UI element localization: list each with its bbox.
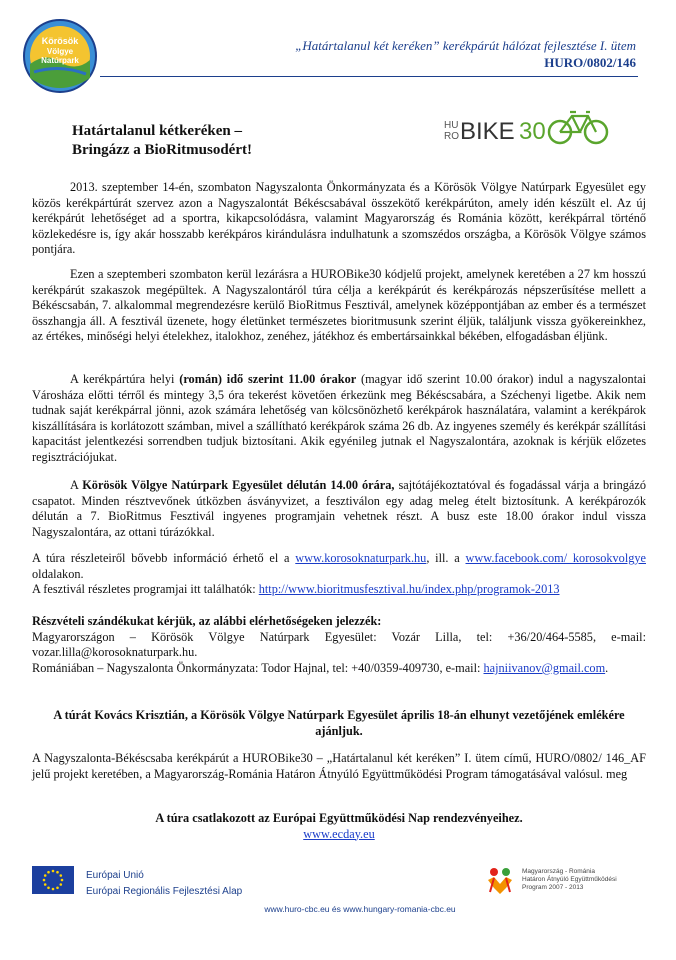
hurobike30-logo <box>442 106 612 150</box>
svg-text:RO: RO <box>444 131 459 142</box>
paragraph-project: Ezen a szeptemberi szombaton kerül lezárásra a HUROBike30 kódjelű projekt, amelynek keretében a 27 km hosszú kerékpárút szakaszok megépültek. A Nagyszalontáról túra célja a kerékpárút és kerékpározás népszerűsítése mellett a Békéscsabán, 7. alkalommal megrendezésre kerülő BioRitmus Fesztivál, amelynek középpontjában az ember és a természet összhangja áll. A fesztivál üzenete, hogy életünket természetes bioritmusunk szerint éljük, találjunk vissza gyökereinkhez, az értékes, minőségi helyi ételekhez, italokhoz, zenéhez, játékhoz és embertársainkkal békében, elfogadásban éljünk. <box>32 267 646 344</box>
ecday-link[interactable]: www.ecday.eu <box>303 826 375 841</box>
paragraph-info: A túra részleteiről bővebb információ érhető el a www.korosoknaturpark.hu, ill. a www.facebook.com/ korosokvolgye oldalakon. A fesztivál részletes programjai itt találhatók: http://www.bioritmusfesztival.hu/index.php/programok-2013 <box>32 551 646 597</box>
email-link-romania[interactable]: hajniivanov@gmail.com <box>483 660 606 675</box>
paragraph-intro: 2013. szeptember 14-én, szombaton Nagyszalonta Önkormányzata és a Körösök Völgye Natúrpark Egyesület egy közös kerékpártúrát szervez azon a Nagyszalontát Békéscsabával összekötő kerékpárúton, amely idén készült el. Az új kerékpárút lehetőséget ad a sportra, kikapcsolódásra, valamint Magyarország és Románia között, kerékpárral történő közlekedésre is, így akár hosszabb kerékpáros kirándulásra indulhatunk a szomszédos országba, a Körösök Völgye számos pontjára. <box>32 180 646 257</box>
header-project-code: HURO/0802/146 <box>544 55 636 70</box>
contact-hungary: Magyarországon – Körösök Völgye Natúrpark Egyesület: Vozár Lilla, tel: +36/20/464-5585, e-mail: vozar.lilla@korosoknaturpark.hu. <box>32 629 646 660</box>
header-divider <box>100 76 638 77</box>
start-time: (román) idő szerint 11.00 órakor <box>179 372 357 386</box>
naturpark-link[interactable]: www.korosoknaturpark.hu <box>295 551 427 565</box>
erdf-label: Európai Regionális Fejlesztési Alap <box>86 886 243 897</box>
svg-text:Völgye: Völgye <box>46 47 74 56</box>
headline <box>72 122 252 160</box>
svg-text:Natúrpark: Natúrpark <box>41 56 79 65</box>
reception-time: Körösök Völgye Natúrpark Egyesület délután 14.00 órára, <box>82 478 395 492</box>
svg-text:Körösök: Körösök <box>41 36 79 46</box>
dedication: A túrát Kovács Krisztián, a Körösök Völgye Natúrpark Egyesület április 18-án elhunyt vezetőjének emlékére ajánljuk. <box>53 708 625 738</box>
program-logo-icon <box>486 866 514 896</box>
paragraph-funding: A Nagyszalonta-Békéscsaba kerékpárút a HUROBike30 – „Határtalanul két keréken” I. ütem című, HURO/0802/ 146_AF jelű projekt keretében, a Magyarország-Románia Határon Átnyúló Együttműködési Program támogatásával valósul. meg <box>32 751 646 781</box>
eu-flag-icon <box>32 866 74 894</box>
paragraph-reception: A Körösök Völgye Natúrpark Egyesület délután 14.00 órára, sajtótájékoztatóval és fogadással várja a bringázó csapatot. Minden résztvevőnek útközben ásványvizet, a fesztiválon egy adag meleg ételt biztosítunk. A kerékpározók délután a 7. BioRitmus Fesztivál ingyenes programjain vehetnek részt. A busz este 18.00 órakor indul vissza Nagyszalontára, az ottani túrázókkal. <box>32 478 646 539</box>
svg-text:30: 30 <box>519 118 546 145</box>
contact-heading: Részvételi szándékukat kérjük, az alábbi elérhetőségeken jelezzék: <box>32 614 382 628</box>
paragraph-schedule: A kerékpártúra helyi (román) idő szerint 11.00 órakor (magyar idő szerint 10.00 órakor) indul a nagyszalontai Városháza előtti térről és mintegy 3,5 óra tekerést követően érkezünk meg Békéscsabára, a Széchenyi ligetbe. Akik nem tudnak saját kerékpárral jönni, azok számára lehetőség van kölcsönözhető kerékpárok használatára, valamint a kerékpárok kiszállítására is korlátozott számban, mivel a szállítható kerékpárok száma 26 db. Az ingyenes személy és kerékpár szállítási kapacitást jelentkezési sorrendben tudjuk biztosítani. Akik egyénileg jutnak el Nagyszalontára, azoknak is kérjük előzetes regisztrációjukat. <box>32 372 646 464</box>
facebook-link[interactable]: www.facebook.com/ korosokvolgye <box>465 551 646 565</box>
festival-program-link[interactable]: http://www.bioritmusfesztival.hu/index.php/programok-2013 <box>258 582 560 597</box>
svg-text:BIKE: BIKE <box>460 118 515 145</box>
headline-line1: Határtalanul kétkeréken – <box>72 123 242 139</box>
naturpark-logo <box>22 18 98 94</box>
program-label: Magyarország - Románia Határon Átnyúló Együttműködési Program 2007 - 2013 <box>522 868 617 891</box>
headline-line2: Bringázz a BioRitmusodért! <box>72 142 252 158</box>
eu-label: Európai Unió <box>86 870 144 881</box>
contact-section: Részvételi szándékukat kérjük, az alábbi elérhetőségeken jelezzék: Magyarországon – Körösök Völgye Natúrpark Egyesület: Vozár Lilla, tel: +36/20/464-5585, e-mail: vozar.lilla@korosoknaturpark.hu. Romániában – Nagyszalonta Önkormányzata: Todor Hajnal, tel: +40/0359-409730, e-mail: hajniivanov@gmail.com. <box>32 614 646 675</box>
svg-text:HU: HU <box>444 120 459 131</box>
eu-day-section: A túra csatlakozott az Európai Együttműködési Nap rendezvényeihez. www.ecday.eu <box>155 811 523 841</box>
header-project-title: „Határtalanul két keréken” kerékpárút hálózat fejlesztése I. ütem <box>295 38 636 53</box>
footer-urls[interactable]: www.huro-cbc.eu és www.hungary-romania-cbc.eu <box>264 904 456 914</box>
